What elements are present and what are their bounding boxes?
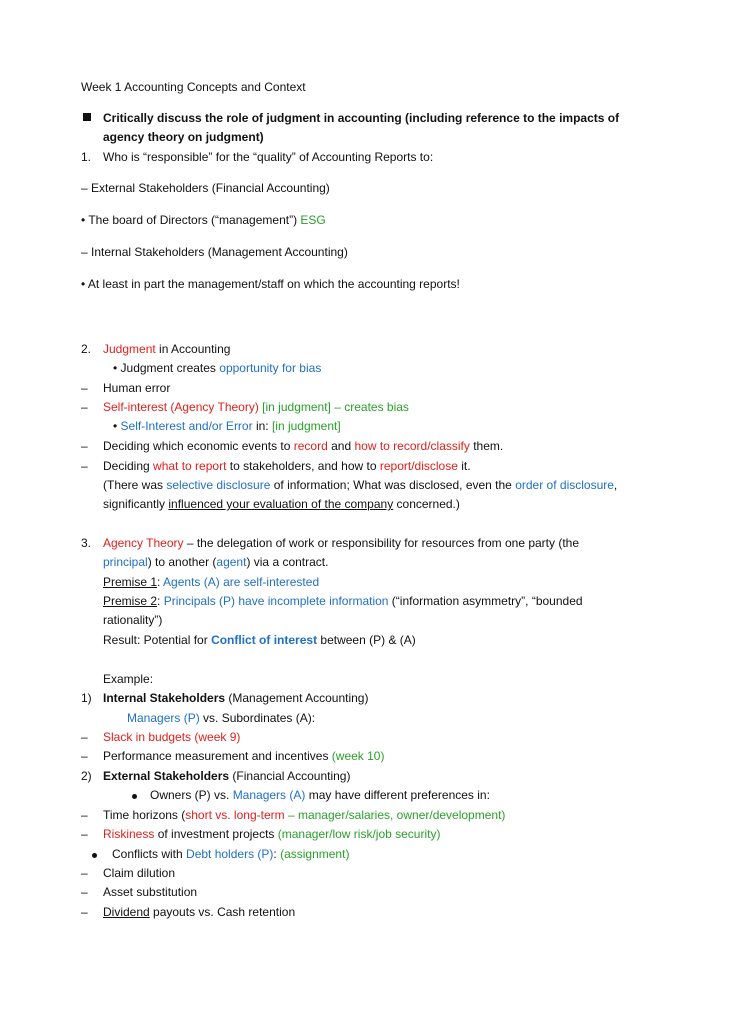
example-label: Example:	[103, 672, 154, 686]
example-owners: Owners (P) vs. Managers (A) may have different preferences in:	[150, 788, 490, 802]
section-number: 2.	[81, 342, 92, 356]
dash-marker: –	[81, 827, 88, 841]
section-1-line-management: • At least in part the management/staff on which the accounting reports!	[81, 277, 460, 291]
section-1-line-board: • The board of Directors (“management”) ESG	[81, 213, 326, 227]
example-external: External Stakeholders (Financial Accounting)	[103, 769, 351, 783]
section-1-question: Who is “responsible” for the “quality” of Accounting Reports to:	[103, 150, 434, 164]
dash-marker: –	[81, 808, 88, 822]
section-number: 1.	[81, 150, 92, 164]
square-bullet-icon	[83, 113, 91, 121]
example-riskiness: Riskiness of investment projects (manager/low risk/job security)	[103, 827, 441, 841]
section-1-line-internal: – Internal Stakeholders (Management Accounting)	[81, 245, 348, 259]
section-2-deciding-report: Deciding what to report to stakeholders, and how to report/disclose it.	[103, 459, 471, 473]
section-3-premise-1: Premise 1: Agents (A) are self-interested	[103, 575, 320, 589]
example-claim-dilution: Claim dilution	[103, 866, 176, 880]
section-3-agency-theory: Agency Theory – the delegation of work or responsibility for resources from one party (the	[103, 536, 580, 550]
heading-line-2: agency theory on judgment)	[103, 130, 264, 144]
section-2-self-interest: Self-interest (Agency Theory) [in judgment] – creates bias	[103, 400, 409, 414]
section-2-title: Judgment in Accounting	[103, 342, 231, 356]
section-3-agency-theory-cont: principal) to another (agent) via a contract.	[103, 555, 329, 569]
example-dividend: Dividend payouts vs. Cash retention	[103, 905, 296, 919]
example-number: 2)	[81, 769, 92, 783]
section-3-premise-2: Premise 2: Principals (P) have incomplete information (“information asymmetry”, “bounded	[103, 594, 583, 608]
example-internal-managers: Managers (P) vs. Subordinates (A):	[127, 711, 316, 725]
page-title: Week 1 Accounting Concepts and Context	[81, 80, 306, 94]
example-number: 1)	[81, 691, 92, 705]
dash-marker: –	[81, 749, 88, 763]
dash-marker: –	[81, 905, 88, 919]
esg-label: ESG	[300, 213, 326, 227]
example-internal: Internal Stakeholders (Management Accounting)	[103, 691, 369, 705]
section-2-deciding-events: Deciding which economic events to record and how to record/classify them.	[103, 439, 504, 453]
section-3-premise-2-cont: rationality”)	[103, 613, 163, 627]
bullet-dot-icon	[92, 853, 97, 858]
example-asset-substitution: Asset substitution	[103, 885, 198, 899]
section-3-result: Result: Potential for Conflict of interest between (P) & (A)	[103, 633, 416, 647]
example-performance: Performance measurement and incentives (week 10)	[103, 749, 385, 763]
dash-marker: –	[81, 730, 88, 744]
example-debt-holders: Conflicts with Debt holders (P): (assignment)	[112, 847, 350, 861]
section-2-disclosure-note-cont: significantly influenced your evaluation of the company concerned.)	[103, 497, 460, 511]
dash-marker: –	[81, 439, 88, 453]
dash-marker: –	[81, 885, 88, 899]
dash-marker: –	[81, 866, 88, 880]
dash-marker: –	[81, 381, 88, 395]
bullet-dot-icon	[132, 794, 137, 799]
dash-marker: –	[81, 459, 88, 473]
section-number: 3.	[81, 536, 92, 550]
section-2-human-error: Human error	[103, 381, 171, 395]
section-2-bullet-error: • Self-Interest and/or Error in: [in judgment]	[113, 419, 341, 433]
section-2-disclosure-note: (There was selective disclosure of information; What was disclosed, even the order of disclosure,	[103, 478, 618, 492]
example-slack: Slack in budgets (week 9)	[103, 730, 241, 744]
dash-marker: –	[81, 400, 88, 414]
heading-line-1: Critically discuss the role of judgment in accounting (including reference to the impacts of	[103, 111, 620, 125]
example-time-horizons: Time horizons (short vs. long-term – manager/salaries, owner/development)	[103, 808, 506, 822]
section-1-line-external: – External Stakeholders (Financial Accounting)	[81, 181, 330, 195]
section-2-bullet-bias: • Judgment creates opportunity for bias	[113, 361, 322, 375]
